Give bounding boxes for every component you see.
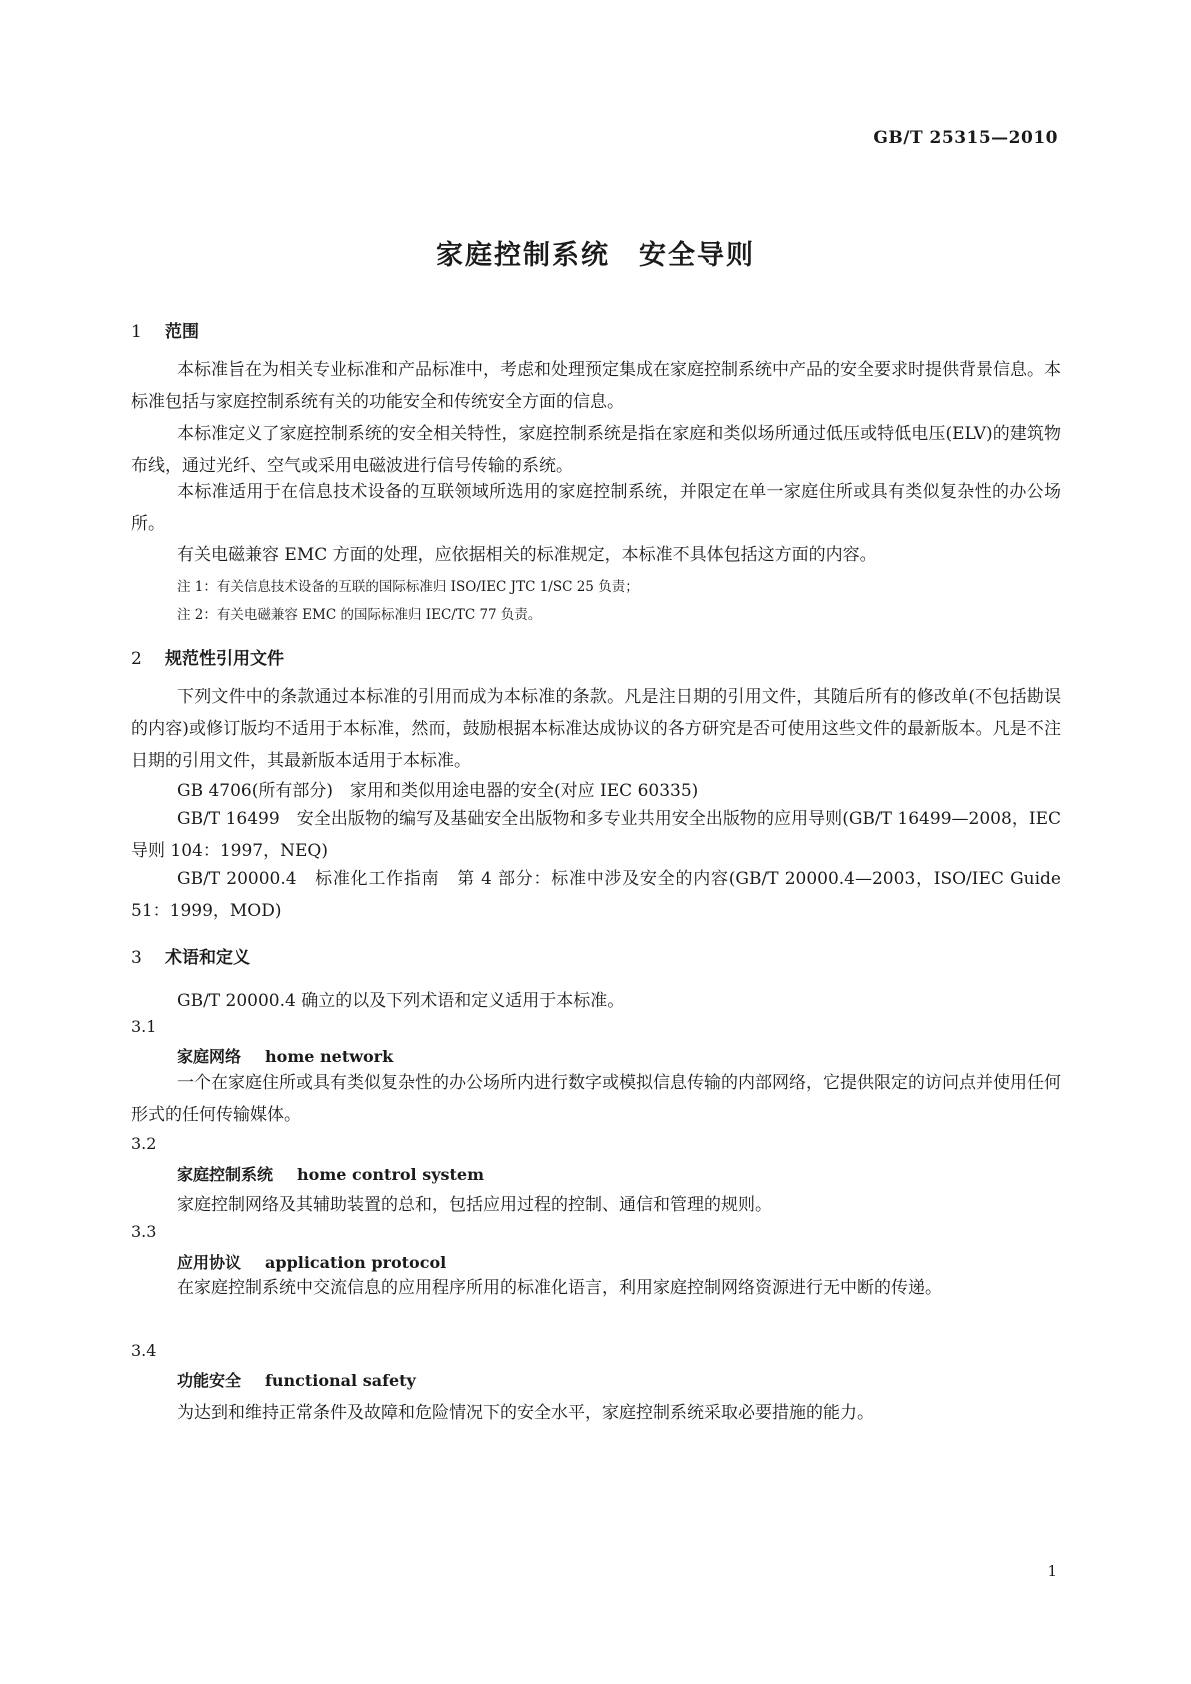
- page-number: 1: [1047, 1562, 1057, 1580]
- note: 注 2：有关电磁兼容 EMC 的国际标准归 IEC/TC 77 负责。: [177, 607, 542, 623]
- reference-item: GB/T 16499 安全出版物的编写及基础安全出版物和多专业共用安全出版物的应用导则(GB/T 16499—2008，IEC 导则 104：1997，NEQ): [131, 809, 1061, 861]
- paragraph: 本标准旨在为相关专业标准和产品标准中，考虑和处理预定集成在家庭控制系统中产品的安全要求时提供背景信息。本标准包括与家庭控制系统有关的功能安全和传统安全方面的信息。: [131, 360, 1061, 412]
- section-heading-terms: [131, 943, 250, 968]
- reference-item: GB 4706(所有部分) 家用和类似用途电器的安全(对应 IEC 60335): [177, 781, 699, 801]
- clause-number: 3.3: [131, 1222, 157, 1241]
- term-heading: [177, 1044, 393, 1067]
- document-title: 家庭控制系统 安全导则: [436, 240, 755, 271]
- section-heading-references: [131, 644, 284, 669]
- paragraph: 本标准适用于在信息技术设备的互联领域所选用的家庭控制系统，并限定在单一家庭住所或具有类似复杂性的办公场所。: [131, 482, 1061, 534]
- clause-number: 3.1: [131, 1017, 157, 1036]
- term-cn: 家庭网络: [177, 1047, 242, 1066]
- term-en: home network: [265, 1047, 394, 1066]
- term-heading: [177, 1250, 446, 1273]
- definition: 家庭控制网络及其辅助装置的总和，包括应用过程的控制、通信和管理的规则。: [177, 1195, 772, 1215]
- definition: 为达到和维持正常条件及故障和危险情况下的安全水平，家庭控制系统采取必要措施的能力。: [177, 1403, 874, 1423]
- term-cn: 功能安全: [177, 1371, 242, 1390]
- note: 注 1：有关信息技术设备的互联的国际标准归 ISO/IEC JTC 1/SC 25 负责；: [177, 579, 639, 595]
- section-number: 3: [131, 948, 142, 968]
- paragraph: 下列文件中的条款通过本标准的引用而成为本标准的条款。凡是注日期的引用文件，其随后所有的修改单(不包括勘误的内容)或修订版均不适用于本标准，然而，鼓励根据本标准达成协议的各方研究是否可使用这些文件的最新版本。凡是不注日期的引用文件，其最新版本适用于本标准。: [131, 687, 1061, 771]
- term-cn: 家庭控制系统: [177, 1165, 274, 1184]
- clause-number: 3.2: [131, 1134, 157, 1153]
- section-heading-scope: [131, 317, 199, 342]
- paragraph: 有关电磁兼容 EMC 方面的处理，应依据相关的标准规定，本标准不具体包括这方面的内容。: [177, 545, 877, 565]
- term-cn: 应用协议: [177, 1253, 242, 1272]
- paragraph: 本标准定义了家庭控制系统的安全相关特性，家庭控制系统是指在家庭和类似场所通过低压或特低电压(ELV)的建筑物布线，通过光纤、空气或采用电磁波进行信号传输的系统。: [131, 424, 1061, 476]
- term-en: functional safety: [265, 1371, 416, 1390]
- section-number: 2: [131, 649, 142, 669]
- section-title: 术语和定义: [165, 948, 250, 968]
- paragraph: GB/T 20000.4 确立的以及下列术语和定义适用于本标准。: [177, 991, 625, 1011]
- section-number: 1: [131, 322, 142, 342]
- definition: 一个在家庭住所或具有类似复杂性的办公场所内进行数字或模拟信息传输的内部网络，它提供限定的访问点并使用任何形式的任何传输媒体。: [131, 1073, 1061, 1125]
- section-title: 范围: [165, 322, 199, 342]
- term-en: home control system: [297, 1165, 484, 1184]
- clause-number: 3.4: [131, 1341, 157, 1360]
- term-heading: [177, 1368, 416, 1391]
- reference-item: GB/T 20000.4 标准化工作指南 第 4 部分：标准中涉及安全的内容(GB/T 20000.4—2003，ISO/IEC Guide 51：1999，MOD): [131, 869, 1061, 921]
- section-title: 规范性引用文件: [165, 649, 284, 669]
- definition: 在家庭控制系统中交流信息的应用程序所用的标准化语言，利用家庭控制网络资源进行无中断的传递。: [177, 1278, 942, 1298]
- standard-number: GB/T 25315—2010: [873, 128, 1058, 148]
- term-en: application protocol: [265, 1253, 447, 1272]
- term-heading: [177, 1162, 484, 1185]
